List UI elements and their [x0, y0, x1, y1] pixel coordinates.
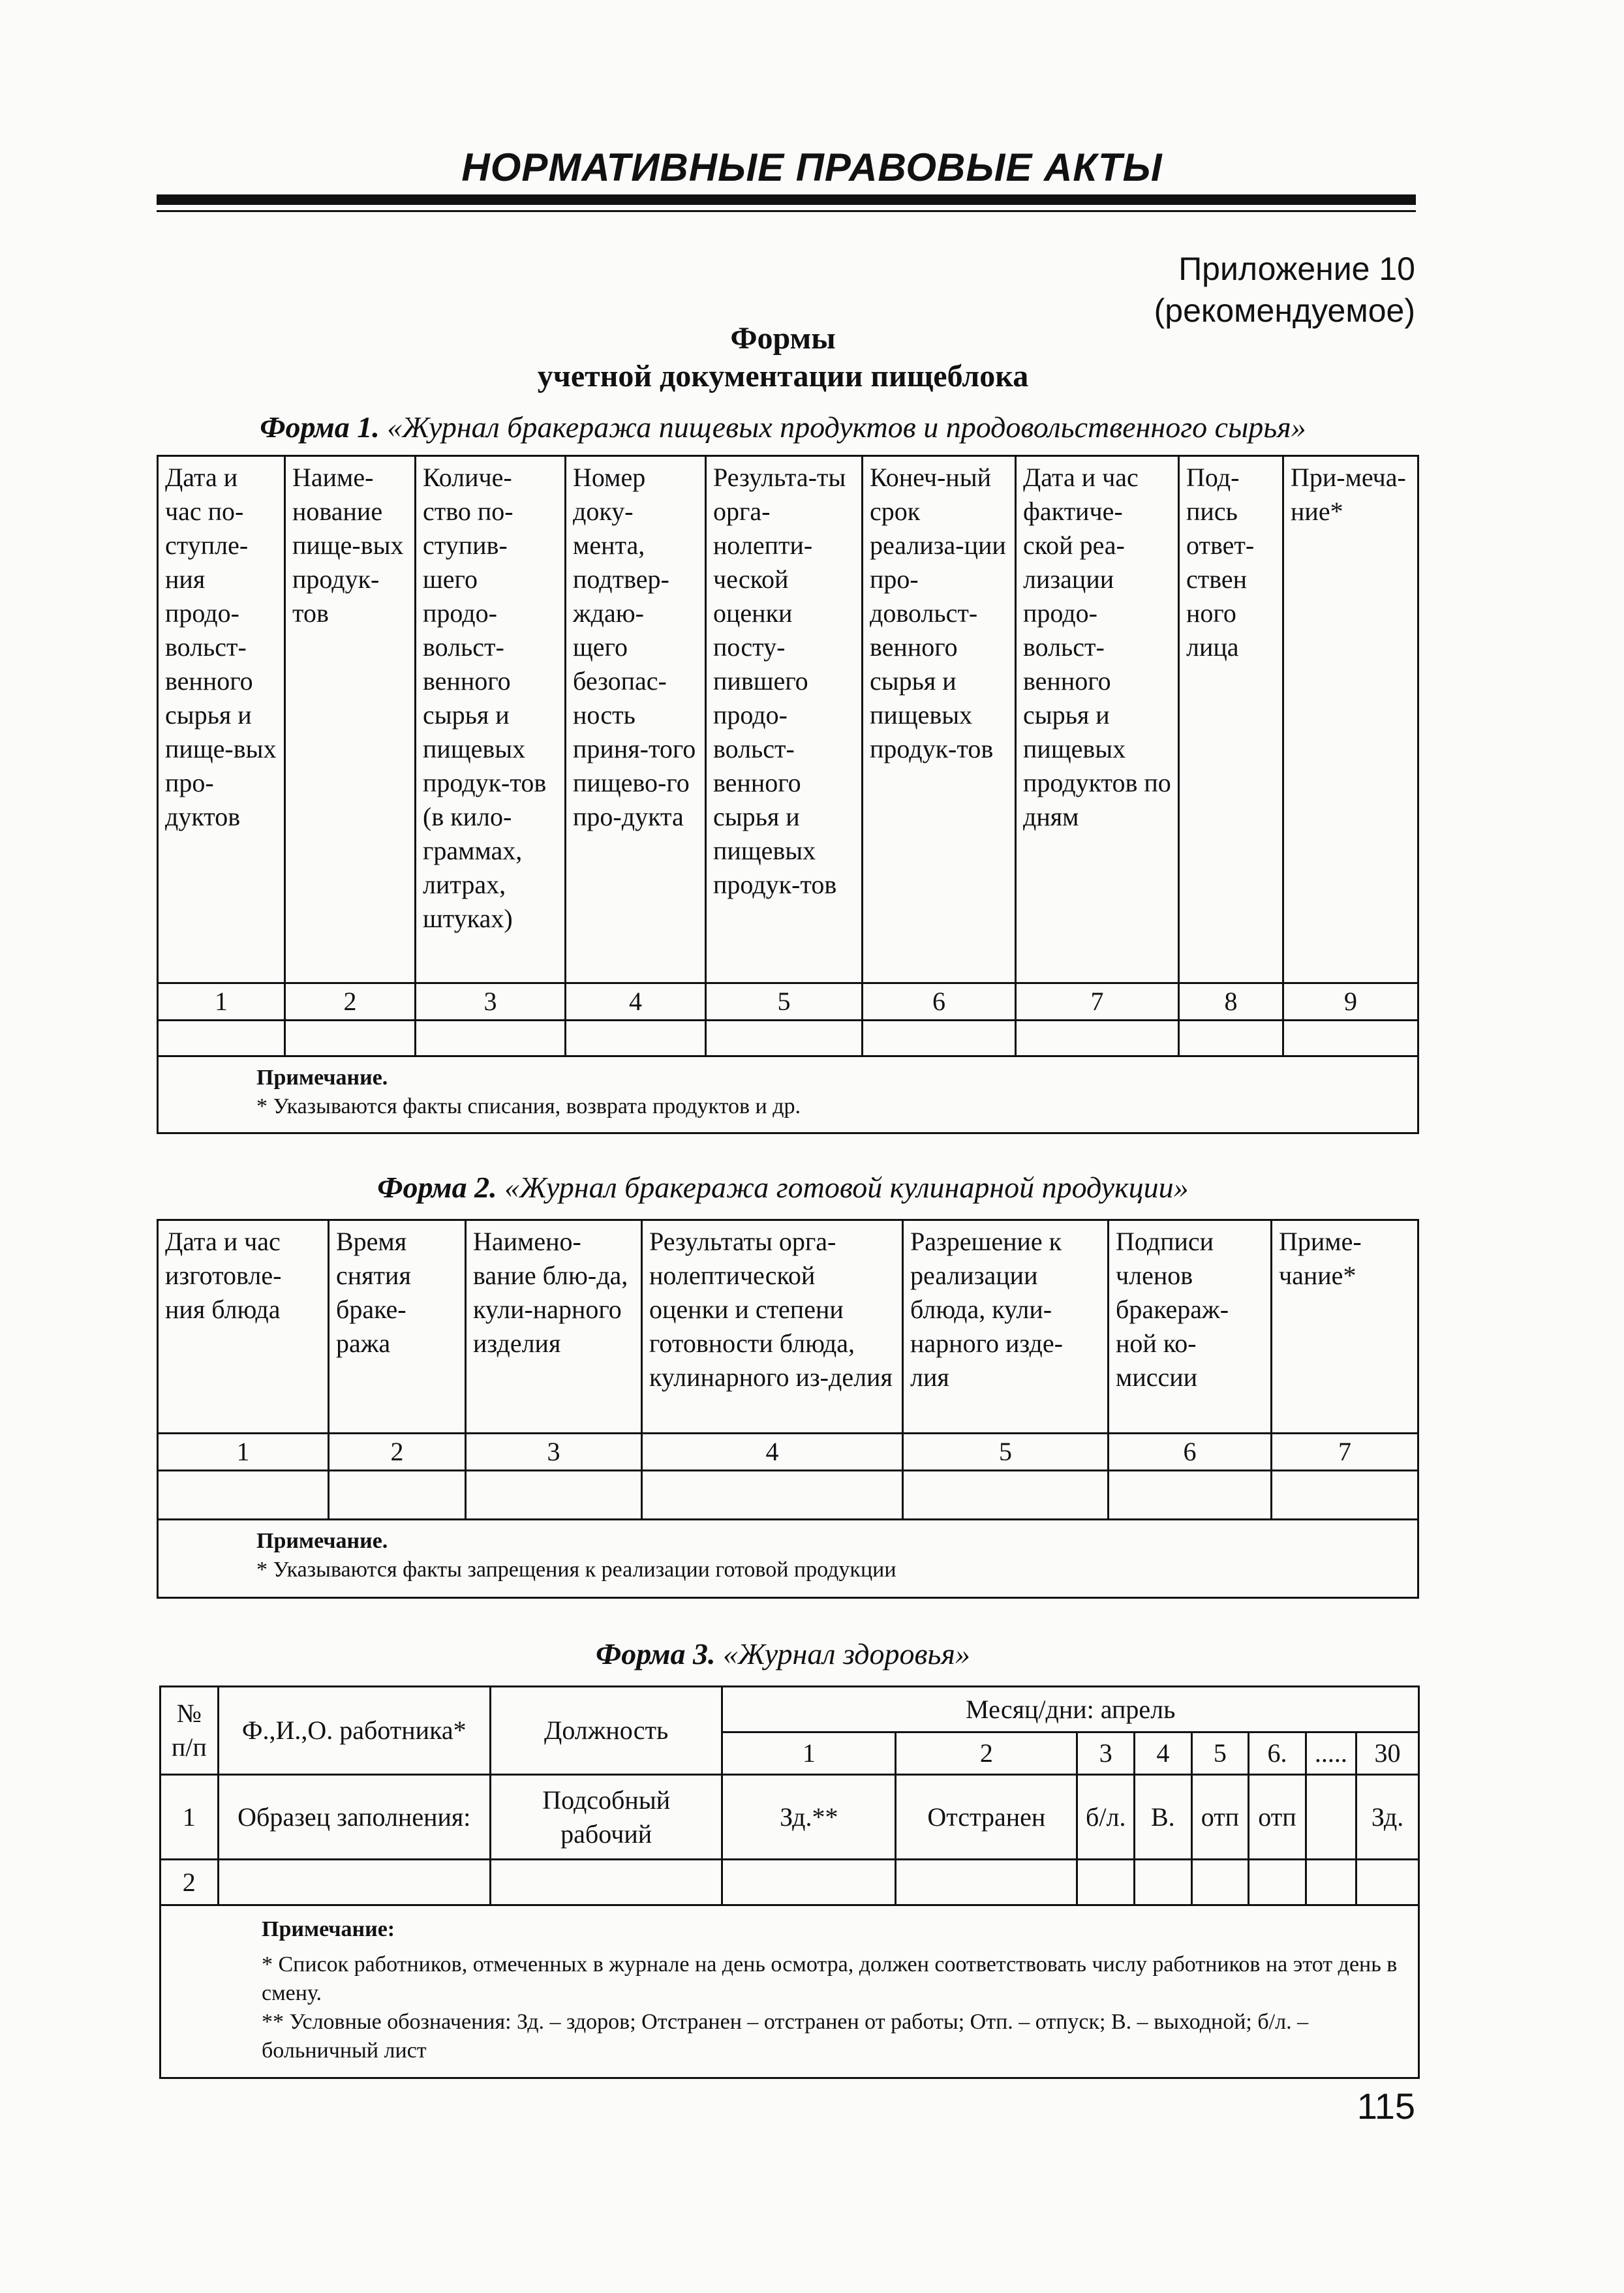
appendix-number: Приложение 10 — [1178, 251, 1415, 287]
appendix-type: (рекомендуемое) — [1154, 292, 1415, 329]
form2-empty-cell — [903, 1471, 1109, 1520]
form3-row-cell: Зд.** — [722, 1775, 896, 1860]
form1-empty-cell — [1179, 1021, 1283, 1056]
forms-title-line2: учетной документации пищеблока — [537, 359, 1029, 393]
form1-header-cell: Дата и час фактиче-ской реа-лизации продо-вольст-венного сырья и пищевых продуктов по дням — [1016, 456, 1179, 983]
form3-row-cell — [1135, 1860, 1192, 1905]
form3-day-cell: 5 — [1191, 1732, 1249, 1775]
form2-caption — [0, 1170, 1566, 1205]
form1-empty-cell — [1016, 1021, 1179, 1056]
form1-col-number: 5 — [706, 983, 863, 1021]
form2-number-row — [158, 1434, 1418, 1471]
form3-row-cell: отп — [1191, 1775, 1249, 1860]
form1-col-number: 2 — [285, 983, 416, 1021]
form2-col-number: 5 — [903, 1434, 1109, 1471]
appendix-label — [1154, 248, 1415, 331]
form1-header-cell: Под-пись ответ-ствен ного лица — [1179, 456, 1283, 983]
form1-empty-cell — [566, 1021, 706, 1056]
form3-header-position: Должность — [490, 1687, 722, 1775]
form2-header-cell: Подписи членов бракераж-ной ко-миссии — [1109, 1220, 1272, 1434]
form3-note — [161, 1905, 1419, 2078]
form1-note-row — [158, 1056, 1418, 1133]
form2-col-number: 7 — [1272, 1434, 1418, 1471]
form2-empty-cell — [1109, 1471, 1272, 1520]
form1-col-number: 6 — [863, 983, 1016, 1021]
form1-col-number: 3 — [416, 983, 566, 1021]
form3-row-cell: В. — [1135, 1775, 1192, 1860]
form3-row-cell — [722, 1860, 896, 1905]
form3-table-row — [161, 1775, 1419, 1860]
form3-row-cell: Зд. — [1356, 1775, 1419, 1860]
form3-row-cell — [1249, 1860, 1306, 1905]
form2-header-cell: Результаты орга-нолептической оценки и степени готовности блюда, кулинарного из-делия — [642, 1220, 903, 1434]
form2-col-number: 6 — [1109, 1434, 1272, 1471]
form1-header-row — [158, 456, 1418, 983]
form2-note-row — [158, 1520, 1418, 1598]
form3-day-cell: 30 — [1356, 1732, 1419, 1775]
form3-note-line1 — [164, 1950, 1415, 2008]
form3-note-line2-text: ** Условные обозначения: Зд. – здоров; Отстранен – отстранен от работы; Отп. – отпуск; В. – выходной; б/л. – больничный лист — [262, 2010, 1309, 2063]
form3-caption-prefix: Форма 3. — [596, 1637, 716, 1670]
form1-table — [157, 455, 1419, 1134]
header-rule-thin — [157, 210, 1416, 212]
form2-caption-text: «Журнал бракеража готовой кулинарной продукции» — [504, 1171, 1189, 1204]
form3-table — [159, 1685, 1420, 2079]
page-number: 115 — [1356, 2085, 1415, 2127]
form1-col-number: 7 — [1016, 983, 1179, 1021]
form3-day-cell: 3 — [1077, 1732, 1135, 1775]
form3-day-cell: ..... — [1306, 1732, 1356, 1775]
form1-note-title: Примечание. — [256, 1066, 388, 1090]
form1-caption-text: «Журнал бракеража пищевых продуктов и продовольственного сырья» — [387, 410, 1306, 444]
form1-header-cell: При-меча-ние* — [1283, 456, 1418, 983]
form3-note-line1-text: * Список работников, отмеченных в журнале на день осмотра, должен соответствовать числу работников на этот день в смену. — [262, 1952, 1398, 2005]
form2-header-cell: Наимено-вание блю-да, кули-нарного изделия — [466, 1220, 642, 1434]
form1-empty-cell — [863, 1021, 1016, 1056]
form2-header-cell: Дата и час изготовле-ния блюда — [158, 1220, 329, 1434]
form3-row-position — [490, 1860, 722, 1905]
form3-header-row — [161, 1687, 1419, 1732]
form1-empty-cell — [1283, 1021, 1418, 1056]
form3-row-cell — [1306, 1860, 1356, 1905]
running-header: НОРМАТИВНЫЕ ПРАВОВЫЕ АКТЫ — [461, 146, 1163, 189]
form1-caption-prefix: Форма 1. — [260, 410, 380, 444]
form3-row-position: Подсобный рабочий — [490, 1775, 722, 1860]
form1-empty-cell — [285, 1021, 416, 1056]
form1-header-cell: Результа-ты орга-нолепти-ческой оценки посту-пившего продо-вольст-венного сырья и пищевых продук-тов — [706, 456, 863, 983]
form2-header-row — [158, 1220, 1418, 1434]
form3-row-cell: Отстранен — [896, 1775, 1077, 1860]
form2-empty-row — [158, 1471, 1418, 1520]
form2-col-number: 3 — [466, 1434, 642, 1471]
form3-row-cell: б/л. — [1077, 1775, 1135, 1860]
form3-row-num: 1 — [161, 1775, 219, 1860]
form1-empty-cell — [158, 1021, 285, 1056]
form3-header-fio: Ф.,И.,О. работника* — [218, 1687, 490, 1775]
form2-note — [158, 1520, 1418, 1598]
form2-col-number: 2 — [329, 1434, 466, 1471]
form3-day-cell: 6. — [1249, 1732, 1306, 1775]
form1-note — [158, 1056, 1418, 1133]
form1-header-cell: Дата и час по-ступле-ния продо-вольст-венного сырья и пище-вых про-дуктов — [158, 456, 285, 983]
form1-number-row — [158, 983, 1418, 1021]
form3-row-cell: отп — [1249, 1775, 1306, 1860]
header-rule-thick — [157, 194, 1416, 205]
form2-header-cell: Приме-чание* — [1272, 1220, 1418, 1434]
form3-row-cell — [1191, 1860, 1249, 1905]
form1-header-cell: Номер доку-мента, подтвер-ждаю-щего безопас-ность приня-того пищево-го про-дукта — [566, 456, 706, 983]
form1-caption — [0, 410, 1566, 444]
form3-header-month: Месяц/дни: апрель — [722, 1687, 1419, 1732]
form3-caption — [0, 1637, 1566, 1671]
form3-row-fio — [218, 1860, 490, 1905]
forms-title — [0, 320, 1566, 395]
form3-note-title: Примечание: — [262, 1917, 395, 1941]
form3-row-cell — [1356, 1860, 1419, 1905]
form2-empty-cell — [329, 1471, 466, 1520]
form3-row-cell — [1306, 1775, 1356, 1860]
form2-empty-cell — [158, 1471, 329, 1520]
form2-note-text: * Указываются факты запрещения к реализации готовой продукции — [256, 1558, 896, 1582]
form2-empty-cell — [466, 1471, 642, 1520]
form3-row-fio: Образец заполнения: — [218, 1775, 490, 1860]
form1-col-number: 4 — [566, 983, 706, 1021]
form1-col-number: 1 — [158, 983, 285, 1021]
form2-caption-prefix: Форма 2. — [377, 1171, 497, 1204]
form3-day-cell: 4 — [1135, 1732, 1192, 1775]
form1-note-text: * Указываются факты списания, возврата продуктов и др. — [256, 1094, 801, 1118]
form2-header-cell: Разрешение к реализации блюда, кули-нарного изде-лия — [903, 1220, 1109, 1434]
form1-col-number: 8 — [1179, 983, 1283, 1021]
form1-empty-cell — [416, 1021, 566, 1056]
form3-note-row — [161, 1905, 1419, 2078]
form1-empty-cell — [706, 1021, 863, 1056]
form1-header-cell: Количе-ство по-ступив-шего продо-вольст-венного сырья и пищевых продук-тов (в кило-граммах, литрах, штуках) — [416, 456, 566, 983]
form2-note-title: Примечание. — [256, 1529, 388, 1553]
form3-note-line2 — [164, 2008, 1415, 2065]
form1-empty-row — [158, 1021, 1418, 1056]
form2-header-cell: Время снятия браке-ража — [329, 1220, 466, 1434]
form1-col-number: 9 — [1283, 983, 1418, 1021]
form3-row-num: 2 — [161, 1860, 219, 1905]
form3-row-cell — [896, 1860, 1077, 1905]
form2-empty-cell — [1272, 1471, 1418, 1520]
form3-caption-text: «Журнал здоровья» — [722, 1637, 970, 1670]
form2-table — [157, 1219, 1419, 1599]
form3-row-cell — [1077, 1860, 1135, 1905]
form3-table-row — [161, 1860, 1419, 1905]
form2-empty-cell — [642, 1471, 903, 1520]
form3-day-cell: 2 — [896, 1732, 1077, 1775]
form3-header-num: № п/п — [161, 1687, 219, 1775]
form2-col-number: 1 — [158, 1434, 329, 1471]
form2-col-number: 4 — [642, 1434, 903, 1471]
form3-day-cell: 1 — [722, 1732, 896, 1775]
form1-header-cell: Конеч-ный срок реализа-ции про-довольст-венного сырья и пищевых продук-тов — [863, 456, 1016, 983]
form1-header-cell: Наиме-нование пище-вых продук-тов — [285, 456, 416, 983]
forms-title-line1: Формы — [730, 321, 836, 356]
